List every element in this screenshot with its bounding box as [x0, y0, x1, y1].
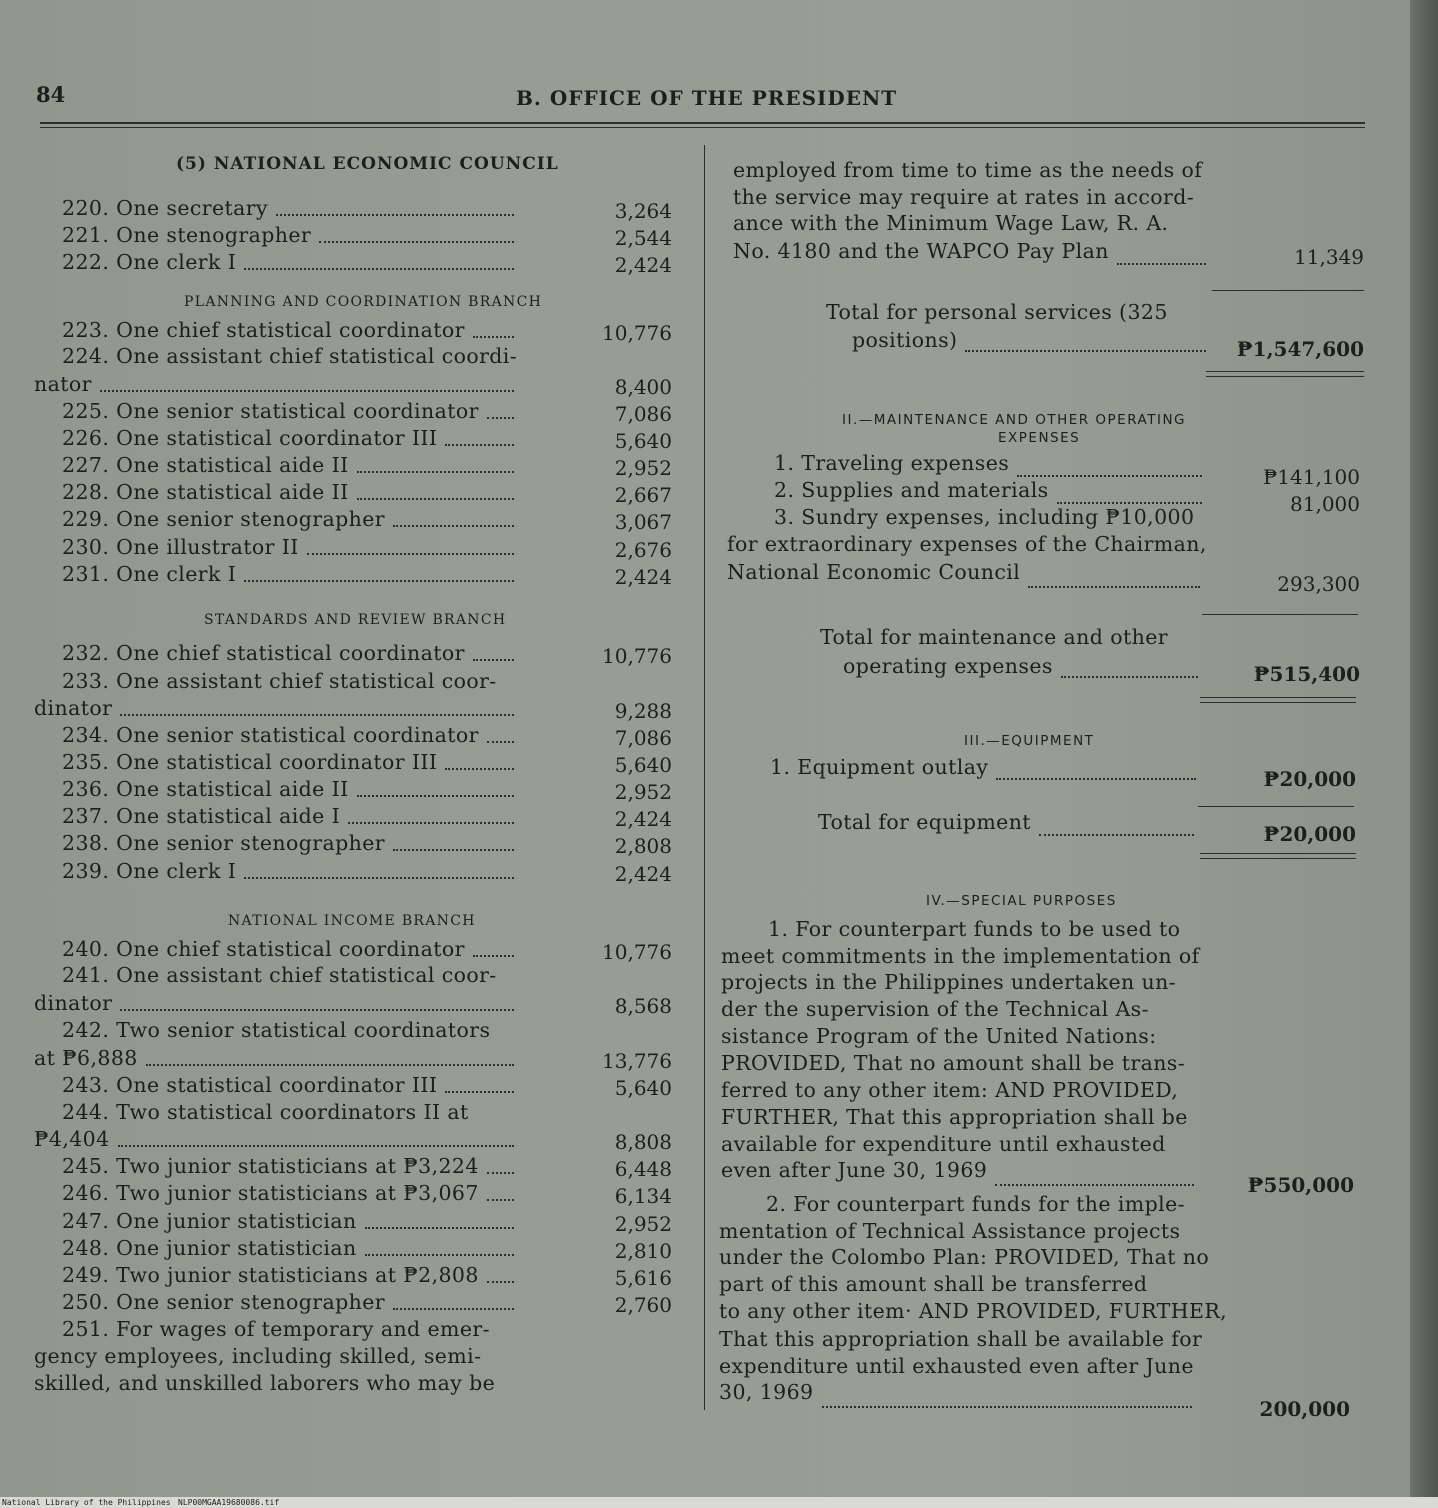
special-2-line: under the Colombo Plan: PROVIDED, That no — [719, 1245, 1210, 1269]
footer-file: NLP00MGAA19680086.tif — [178, 1498, 280, 1507]
item-251-continuation: the service may require at rates in accord- — [733, 185, 1195, 209]
line-item: 248. One junior statistician — [62, 1236, 357, 1260]
line-item-amount: 6,448 — [614, 1157, 672, 1181]
dot-leader — [487, 1172, 514, 1174]
line-item-amount: 2,810 — [614, 1239, 672, 1263]
maintenance-heading-2: EXPENSES — [998, 430, 1081, 446]
subtotal-rule — [1212, 290, 1364, 291]
line-item-amount: 10,776 — [602, 644, 672, 668]
sundry-amount: 293,300 — [1277, 572, 1360, 596]
line-item-amount: 2,424 — [614, 862, 672, 886]
line-item-amount: 2,424 — [614, 565, 672, 589]
line-item-amount: 2,952 — [614, 456, 672, 480]
special-1-line: PROVIDED, That no amount shall be trans- — [721, 1051, 1186, 1075]
line-item-amount: 13,776 — [602, 1049, 672, 1073]
line-item: 229. One senior stenographer — [62, 507, 385, 531]
dot-leader — [348, 822, 514, 824]
line-item: 228. One statistical aide II — [62, 480, 349, 504]
line-item-continuation: dinator — [34, 696, 113, 720]
special-1-line: sistance Program of the United Nations: — [721, 1024, 1157, 1048]
line-item-amount: 2,952 — [614, 1212, 672, 1236]
dot-leader — [1117, 263, 1206, 265]
line-item: 220. One secretary — [62, 196, 268, 220]
line-item-amount: 2,952 — [614, 780, 672, 804]
page-number: 84 — [36, 82, 66, 107]
subtotal-rule — [1202, 614, 1358, 615]
special-2-line: 2. For counterpart funds for the imple- — [766, 1192, 1185, 1216]
special-1-line: projects in the Philippines undertaken un- — [721, 970, 1177, 994]
line-item-amount: 8,400 — [614, 375, 672, 399]
equipment-amount: ₱20,000 — [1263, 767, 1356, 791]
dot-leader — [1057, 502, 1202, 504]
dot-leader — [393, 1308, 514, 1310]
dot-leader — [1017, 475, 1202, 477]
dot-leader — [487, 741, 514, 743]
dot-leader — [445, 1091, 514, 1093]
total-personal-line: positions) — [852, 328, 958, 352]
line-item-amount: 2,424 — [614, 253, 672, 277]
line-item-amount: 5,640 — [614, 429, 672, 453]
dot-leader — [319, 241, 514, 243]
header-rule — [40, 122, 1365, 124]
dot-leader — [473, 336, 514, 338]
line-item: 236. One statistical aide II — [62, 777, 349, 801]
dot-leader — [393, 525, 514, 527]
line-item: 231. One clerk I — [62, 562, 237, 586]
page-title: B. OFFICE OF THE PRESIDENT — [516, 86, 898, 110]
line-item: 243. One statistical coordinator III — [62, 1073, 438, 1097]
line-item-amount: 5,640 — [614, 753, 672, 777]
dot-leader — [487, 1281, 514, 1283]
line-item-continuation: at ₱6,888 — [34, 1046, 138, 1070]
special-2-line: part of this amount shall be transferred — [719, 1272, 1148, 1296]
total-equipment-line: Total for equipment — [818, 810, 1031, 834]
equipment-item: 1. Equipment outlay — [770, 755, 989, 779]
line-item-amount: 3,067 — [614, 510, 672, 534]
line-item: 235. One statistical coordinator III — [62, 750, 438, 774]
line-item: 239. One clerk I — [62, 859, 237, 883]
dot-leader — [244, 268, 514, 270]
dot-leader — [118, 1145, 514, 1147]
item-251-continuation: ance with the Minimum Wage Law, R. A. — [733, 211, 1169, 235]
line-item-amount: 6,134 — [614, 1184, 672, 1208]
dot-leader — [244, 580, 514, 582]
line-item-amount: 2,667 — [614, 483, 672, 507]
maintenance-heading: II.—MAINTENANCE AND OTHER OPERATING — [842, 412, 1187, 428]
line-item: 242. Two senior statistical coordinators — [62, 1018, 491, 1042]
dot-leader — [244, 877, 514, 879]
line-item: 230. One illustrator II — [62, 535, 299, 559]
line-item-amount: 2,808 — [614, 834, 672, 858]
line-item-amount: 2,544 — [614, 226, 672, 250]
sundry-line: 3. Sundry expenses, including ₱10,000 — [774, 505, 1195, 529]
line-item: 246. Two junior statisticians at ₱3,067 — [62, 1181, 479, 1205]
total-maintenance-line: operating expenses — [843, 654, 1053, 678]
dot-leader — [100, 390, 514, 392]
line-item: 222. One clerk I — [62, 250, 237, 274]
dot-leader — [357, 498, 514, 500]
item-251-line: gency employees, including skilled, semi- — [34, 1344, 482, 1368]
special-heading: IV.—SPECIAL PURPOSES — [926, 893, 1117, 909]
special-2-line: That this appropriation shall be available for — [719, 1327, 1203, 1351]
equipment-heading: III.—EQUIPMENT — [964, 733, 1095, 749]
line-item: 225. One senior statistical coordinator — [62, 399, 479, 423]
branch-heading-planning: PLANNING AND COORDINATION BRANCH — [184, 294, 543, 310]
line-item: 226. One statistical coordinator III — [62, 426, 438, 450]
line-item: 227. One statistical aide II — [62, 453, 349, 477]
line-item-amount: 9,288 — [614, 699, 672, 723]
special-1-line: even after June 30, 1969 — [721, 1158, 988, 1182]
line-item-amount: 8,808 — [614, 1130, 672, 1154]
maintenance-item: 2. Supplies and materials — [774, 478, 1049, 502]
item-251-line: 251. For wages of temporary and emer- — [62, 1317, 490, 1341]
dot-leader — [473, 659, 514, 661]
item-251-continuation: No. 4180 and the WAPCO Pay Plan — [733, 239, 1109, 263]
special-2-amount: 200,000 — [1259, 1397, 1350, 1421]
dot-leader — [487, 1199, 514, 1201]
dot-leader — [473, 955, 514, 957]
line-item-amount: 8,568 — [614, 994, 672, 1018]
line-item-amount: 10,776 — [602, 940, 672, 964]
dot-leader — [487, 417, 514, 419]
branch-heading-standards: STANDARDS AND REVIEW BRANCH — [204, 612, 507, 628]
line-item: 232. One chief statistical coordinator — [62, 641, 465, 665]
section-title: (5) NATIONAL ECONOMIC COUNCIL — [176, 154, 559, 174]
special-2-line: 30, 1969 — [719, 1380, 814, 1404]
special-1-line: ferred to any other item: AND PROVIDED, — [721, 1078, 1179, 1102]
maintenance-amount: ₱141,100 — [1263, 465, 1360, 489]
line-item: 240. One chief statistical coordinator — [62, 937, 465, 961]
item-251-continuation: employed from time to time as the needs of — [733, 158, 1203, 182]
line-item-amount: 10,776 — [602, 321, 672, 345]
book-edge — [1410, 0, 1438, 1508]
line-item: 238. One senior stenographer — [62, 831, 385, 855]
line-item-continuation: ₱4,404 — [34, 1127, 110, 1151]
line-item-amount: 7,086 — [614, 402, 672, 426]
dot-leader — [276, 214, 514, 216]
subtotal-rule — [1198, 806, 1354, 807]
special-2-line: expenditure until exhausted even after June — [719, 1354, 1194, 1378]
column-divider — [704, 145, 705, 1410]
special-1-line: meet commitments in the implementation of — [721, 944, 1200, 968]
special-1-line: 1. For counterpart funds to be used to — [768, 917, 1181, 941]
total-rule — [1200, 697, 1356, 698]
line-item: 247. One junior statistician — [62, 1209, 357, 1233]
dot-leader — [365, 1254, 514, 1256]
total-maintenance-line: Total for maintenance and other — [820, 625, 1168, 649]
item-251-line: skilled, and unskilled laborers who may be — [34, 1371, 496, 1395]
line-item: 244. Two statistical coordinators II at — [62, 1100, 469, 1124]
line-item-amount: 3,264 — [614, 199, 672, 223]
dot-leader — [1061, 676, 1198, 678]
dot-leader — [393, 849, 514, 851]
line-item-amount: 2,676 — [614, 538, 672, 562]
dot-leader — [996, 778, 1196, 780]
dot-leader — [445, 768, 514, 770]
special-1-line: der the supervision of the Technical As- — [721, 997, 1149, 1021]
dot-leader — [965, 350, 1206, 352]
sundry-line: for extraordinary expenses of the Chairman, — [727, 532, 1207, 556]
sundry-line: National Economic Council — [727, 560, 1021, 584]
special-2-line: mentation of Technical Assistance projects — [719, 1219, 1181, 1243]
line-item-amount: 2,760 — [614, 1293, 672, 1317]
total-maintenance-amount: ₱515,400 — [1253, 662, 1360, 686]
dot-leader — [357, 471, 514, 473]
line-item: 221. One stenographer — [62, 223, 312, 247]
line-item-continuation: dinator — [34, 991, 113, 1015]
total-rule-2 — [1200, 858, 1356, 859]
total-personal-line: Total for personal services (325 — [826, 300, 1168, 324]
total-equipment-amount: ₱20,000 — [1263, 822, 1356, 846]
dot-leader — [146, 1064, 514, 1066]
total-personal-amount: ₱1,547,600 — [1236, 337, 1364, 361]
line-item: 241. One assistant chief statistical coor- — [62, 963, 497, 987]
dot-leader — [1039, 834, 1194, 836]
special-1-line: available for expenditure until exhausted — [721, 1132, 1166, 1156]
dot-leader — [1028, 586, 1200, 588]
maintenance-item: 1. Traveling expenses — [774, 451, 1010, 475]
line-item: 249. Two junior statisticians at ₱2,808 — [62, 1263, 479, 1287]
dot-leader — [365, 1227, 514, 1229]
dot-leader — [307, 553, 514, 555]
special-1-line: FURTHER, That this appropriation shall be — [721, 1105, 1188, 1129]
line-item-amount: 7,086 — [614, 726, 672, 750]
branch-heading-income: NATIONAL INCOME BRANCH — [228, 913, 476, 929]
line-item: 234. One senior statistical coordinator — [62, 723, 479, 747]
dot-leader — [120, 1009, 514, 1011]
dot-leader — [357, 795, 514, 797]
line-item: 223. One chief statistical coordinator — [62, 318, 465, 342]
line-item: 250. One senior stenographer — [62, 1290, 385, 1314]
line-item: 245. Two junior statisticians at ₱3,224 — [62, 1154, 479, 1178]
line-item-amount: 5,640 — [614, 1076, 672, 1100]
footer-library: National Library of the Philippines — [2, 1498, 171, 1507]
dot-leader — [445, 444, 514, 446]
total-rule — [1200, 853, 1356, 854]
special-1-amount: ₱550,000 — [1247, 1173, 1354, 1197]
dot-leader — [995, 1184, 1194, 1186]
dot-leader — [120, 714, 514, 716]
line-item-amount: 2,424 — [614, 807, 672, 831]
total-rule-2 — [1206, 376, 1364, 377]
maintenance-amount: 81,000 — [1290, 492, 1360, 516]
header-rule-2 — [40, 127, 1365, 128]
line-item: 224. One assistant chief statistical coordi- — [62, 344, 518, 368]
scan-footer — [0, 1497, 1438, 1508]
line-item-continuation: nator — [34, 372, 92, 396]
dot-leader — [822, 1406, 1193, 1408]
line-item: 233. One assistant chief statistical coor- — [62, 669, 497, 693]
special-2-line: to any other item· AND PROVIDED, FURTHER, — [719, 1299, 1228, 1323]
total-rule-2 — [1200, 702, 1356, 703]
line-item-amount: 5,616 — [614, 1266, 672, 1290]
item-251-amount: 11,349 — [1294, 245, 1364, 269]
line-item: 237. One statistical aide I — [62, 804, 341, 828]
total-rule — [1206, 371, 1364, 372]
